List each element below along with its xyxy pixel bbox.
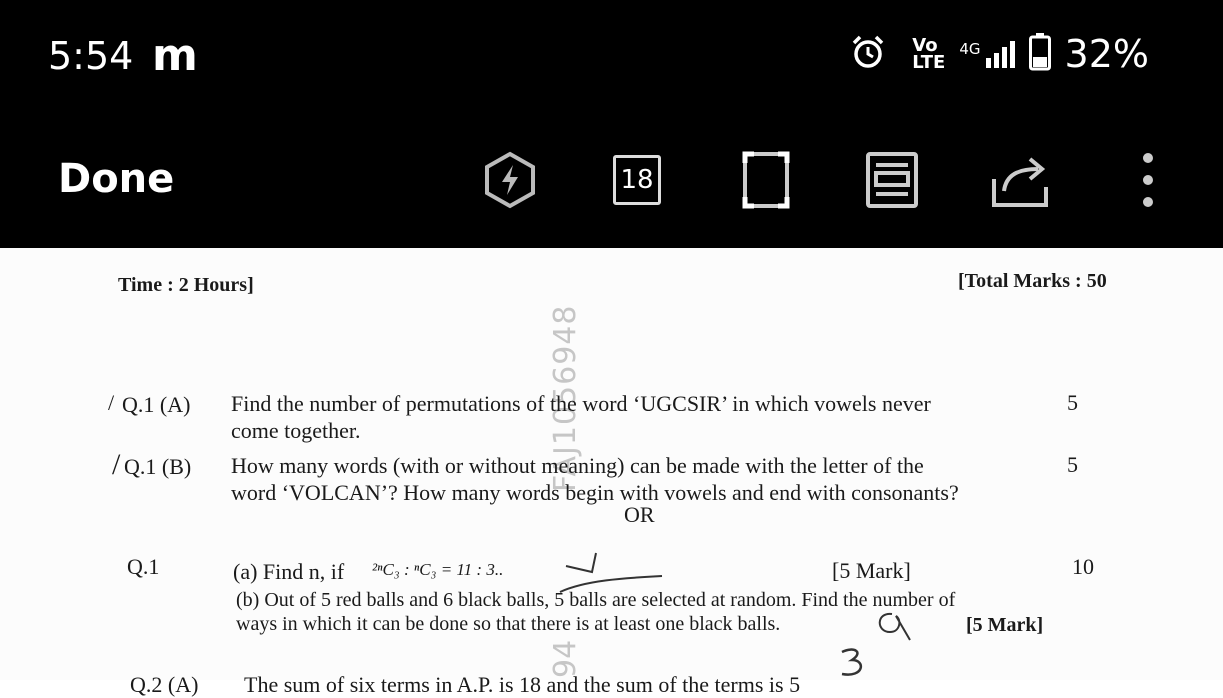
watermark-fragment: 94 bbox=[548, 639, 583, 678]
or-label: OR bbox=[624, 502, 655, 527]
total-marks-label: [Total Marks : 50 bbox=[958, 270, 1107, 292]
top-bar bbox=[0, 0, 1223, 248]
page-count-button[interactable] bbox=[607, 150, 667, 210]
battery-icon bbox=[1029, 33, 1051, 75]
alarm-icon bbox=[850, 34, 886, 74]
time-label: Time : 2 Hours] bbox=[118, 274, 254, 296]
q1-alt-b-line1: (b) Out of 5 red balls and 6 black balls, 5 balls are selected at random. Find the number of bbox=[236, 589, 956, 611]
q1-alt-b-marks: [5 Mark] bbox=[966, 614, 1044, 636]
watermark: FAJ1056948 bbox=[548, 304, 583, 492]
battery-percentage: 32% bbox=[1064, 32, 1149, 76]
q1a-line2: come together. bbox=[231, 418, 361, 443]
app-notification-indicator: m bbox=[152, 30, 198, 81]
share-icon bbox=[990, 151, 1050, 209]
q1b-line2: word ‘VOLCAN’? How many words begin with vowels and end with consonants? bbox=[231, 480, 959, 505]
share-button[interactable] bbox=[990, 150, 1050, 210]
q1-alt-b-line2: ways in which it can be done so that there is at least one black balls. bbox=[236, 613, 781, 635]
lightning-button[interactable] bbox=[480, 150, 540, 210]
lightning-icon bbox=[482, 150, 538, 210]
q1-alt-total-marks: 10 bbox=[1072, 554, 1094, 579]
signal-icon: 4G bbox=[959, 40, 1014, 68]
handwritten-mark bbox=[556, 548, 676, 608]
q1a-number: Q.1 (A) bbox=[122, 392, 191, 417]
page-count-icon bbox=[613, 155, 661, 205]
tick-mark: / bbox=[112, 448, 121, 481]
volte-icon: Vo LTE bbox=[912, 35, 946, 73]
done-button[interactable]: Done bbox=[58, 156, 175, 202]
document-page[interactable] bbox=[0, 248, 1223, 697]
handwritten-mark bbox=[870, 606, 920, 646]
crop-button[interactable] bbox=[736, 150, 796, 210]
tick-mark: / bbox=[108, 390, 115, 415]
q1-alt-number: Q.1 bbox=[127, 554, 160, 579]
q1b-marks: 5 bbox=[1067, 452, 1078, 477]
q1a-marks: 5 bbox=[1067, 390, 1078, 415]
status-time: 5:54 bbox=[48, 34, 134, 78]
q2-number-partial: Q.2 (A) bbox=[130, 672, 199, 697]
q1-alt-a-text: (a) Find n, if bbox=[233, 559, 345, 584]
crop-icon bbox=[741, 151, 791, 209]
status-icons bbox=[850, 32, 1149, 76]
q1-alt-a-marks: [5 Mark] bbox=[832, 558, 911, 583]
more-options-button[interactable] bbox=[1118, 150, 1178, 210]
page-count-label: 18 bbox=[620, 165, 654, 195]
reader-mode-button[interactable] bbox=[862, 150, 922, 210]
reader-mode-icon bbox=[865, 151, 919, 209]
handwritten-number bbox=[836, 646, 872, 680]
q1a-line1: Find the number of permutations of the word ‘UGCSIR’ in which vowels never bbox=[231, 391, 931, 416]
q2-text-partial: The sum of six terms in A.P. is 18 and the sum of the terms is 5 bbox=[244, 672, 801, 697]
q1b-number: Q.1 (B) bbox=[124, 454, 192, 479]
q1-alt-a-formula: ²ⁿC₃ : ⁿC₃ = 11 : 3.. bbox=[372, 560, 504, 579]
more-icon bbox=[1138, 150, 1158, 210]
q1b-line1: How many words (with or without meaning) can be made with the letter of the bbox=[231, 453, 924, 478]
